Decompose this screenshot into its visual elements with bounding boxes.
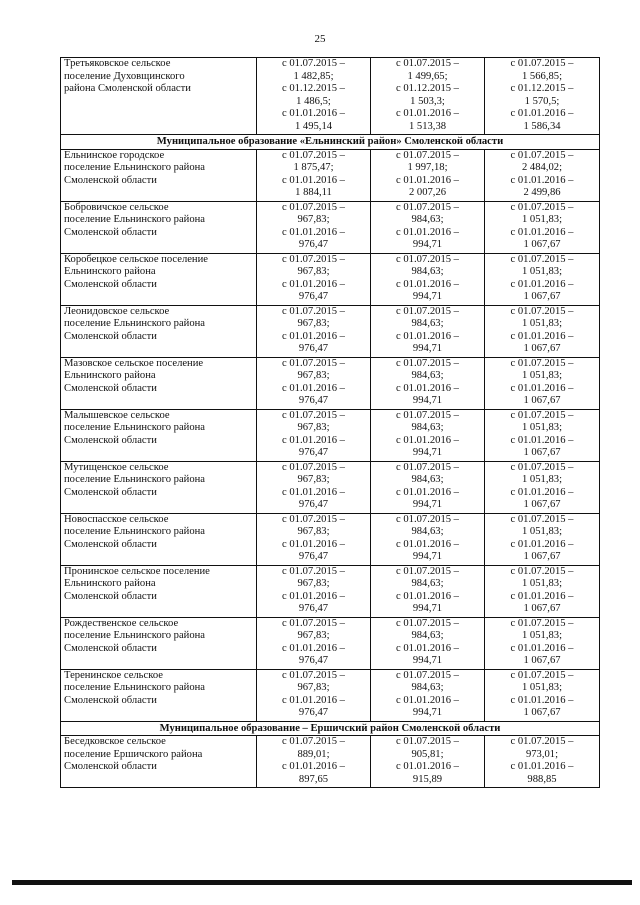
settlement-name-line: Смоленской области xyxy=(64,538,157,550)
settlement-name-line: Мазовское сельское поселение xyxy=(64,357,204,369)
tariff-line: с 01.07.2015 – xyxy=(396,669,459,681)
settlement-name-cell xyxy=(61,58,257,135)
tariff-line: с 01.01.2016 – xyxy=(510,694,574,706)
tariff-line: 1 067,67 xyxy=(523,603,561,614)
tariff-line: с 01.01.2016 – xyxy=(510,226,574,238)
settlement-name-cell xyxy=(61,253,257,305)
tariff-line: 984,63; xyxy=(411,630,444,641)
tariff-line: 967,83; xyxy=(297,630,330,641)
tariff-line: с 01.01.2016 – xyxy=(282,434,345,446)
tariff-line: 1 495,14 xyxy=(294,120,333,132)
tariff-line: 1 051,83; xyxy=(521,422,563,433)
tariff-line: с 01.07.2015 – xyxy=(396,58,459,69)
tariff-line: с 01.01.2016 – xyxy=(396,590,459,602)
tariff-line: 994,71 xyxy=(412,447,443,458)
tariff-line: 1 067,67 xyxy=(523,239,561,250)
tariff-line: с 01.07.2015 – xyxy=(510,513,574,525)
tariff-col2-cell xyxy=(371,565,485,617)
tariff-line: с 01.07.2015 – xyxy=(510,253,574,265)
table-row xyxy=(61,565,600,617)
tariff-line: с 01.07.2015 – xyxy=(396,461,459,473)
tariff-line: 976,47 xyxy=(298,343,329,354)
tariff-col1-cell xyxy=(257,461,371,513)
tariff-line: 1 051,83; xyxy=(521,578,563,589)
tariff-line: с 01.01.2016 – xyxy=(396,382,459,394)
tariff-line: 1 067,67 xyxy=(523,343,561,354)
tariff-line: 984,63; xyxy=(411,578,444,589)
tariff-col3-cell xyxy=(485,669,600,721)
table-row xyxy=(61,669,600,721)
tariff-line: с 01.01.2016 – xyxy=(510,174,574,186)
tariff-col1-cell xyxy=(257,409,371,461)
tariff-col3-cell xyxy=(485,253,600,305)
tariff-line: 1 503,3; xyxy=(410,95,445,107)
tariff-line: с 01.07.2015 – xyxy=(282,617,345,629)
tariff-line: с 01.07.2015 – xyxy=(282,409,345,421)
settlement-name-line: Ельнинского района xyxy=(64,266,156,277)
table-row xyxy=(61,513,600,565)
tariff-line: с 01.07.2015 – xyxy=(510,617,574,629)
tariff-col2-cell xyxy=(371,253,485,305)
tariff-line: 984,63; xyxy=(411,214,444,225)
settlement-name-line: поселение Ельнинского района xyxy=(64,422,206,433)
tariff-line: с 01.12.2015 – xyxy=(510,83,574,94)
tariff-line: 976,47 xyxy=(298,239,329,250)
tariff-line: 1 067,67 xyxy=(523,707,561,718)
tariff-line: 1 499,65; xyxy=(407,70,448,82)
tariff-col2-cell xyxy=(371,736,485,788)
tariff-line: с 01.01.2016 – xyxy=(396,538,459,550)
tariff-col3-cell xyxy=(485,617,600,669)
tariff-col2-cell xyxy=(371,513,485,565)
tariff-line: с 01.01.2016 – xyxy=(396,330,459,342)
tariff-line: 1 875,47; xyxy=(293,162,334,173)
tariff-line: 976,47 xyxy=(298,707,329,718)
tariff-line: с 01.07.2015 – xyxy=(282,736,345,747)
tariff-line: с 01.07.2015 – xyxy=(282,357,345,369)
tariff-line: 976,47 xyxy=(298,499,329,510)
tariff-line: 967,83; xyxy=(297,682,330,693)
tariff-line: с 01.01.2016 – xyxy=(510,330,574,342)
tariff-col2-cell xyxy=(371,201,485,253)
table-row xyxy=(61,305,600,357)
tariff-line: с 01.01.2016 – xyxy=(396,694,459,706)
tariff-line: 897,65 xyxy=(298,773,329,785)
tariff-line: с 01.01.2016 – xyxy=(510,761,574,772)
tariff-line: с 01.01.2016 – xyxy=(282,590,345,602)
table-row xyxy=(61,149,600,201)
settlement-name-line: поселение Ершичского района xyxy=(64,748,203,760)
table-row xyxy=(61,736,600,788)
tariff-line: с 01.01.2016 – xyxy=(510,278,574,290)
tariff-line: с 01.01.2016 – xyxy=(510,434,574,446)
tariff-line: с 01.07.2015 – xyxy=(282,565,345,577)
section-title: Муниципальное образование – Ершичский район Смоленской области xyxy=(61,721,600,736)
tariff-line: с 01.01.2016 – xyxy=(396,108,459,119)
tariff-line: 1 482,85; xyxy=(293,70,334,82)
tariff-line: с 01.01.2016 – xyxy=(282,642,345,654)
tariff-line: с 01.07.2015 – xyxy=(510,565,574,577)
tariff-line: 1 051,83; xyxy=(521,214,563,225)
settlement-name-line: поселение Ельнинского района xyxy=(64,474,206,485)
settlement-name-line: Мутищенское сельское xyxy=(64,461,169,473)
tariff-col2-cell xyxy=(371,305,485,357)
tariff-line: с 01.01.2016 – xyxy=(282,486,345,498)
settlement-name-line: поселение Ельнинского района xyxy=(64,318,206,329)
tariff-line: с 01.01.2016 – xyxy=(510,538,574,550)
settlement-name-line: Смоленской области xyxy=(64,174,157,186)
tariff-table xyxy=(60,57,600,788)
tariff-col3-cell xyxy=(485,461,600,513)
table-row xyxy=(61,461,600,513)
tariff-line: с 01.07.2015 – xyxy=(282,305,345,317)
tariff-line: 967,83; xyxy=(297,318,330,329)
tariff-line: 984,63; xyxy=(411,370,444,381)
tariff-line: с 01.01.2016 – xyxy=(396,278,459,290)
tariff-line: 905,81; xyxy=(411,748,444,760)
settlement-name-cell xyxy=(61,513,257,565)
settlement-name-line: поселение Духовщинского xyxy=(64,70,185,82)
tariff-line: 994,71 xyxy=(412,343,443,354)
tariff-line: 915,89 xyxy=(412,773,443,785)
settlement-name-line: Теренинское сельское xyxy=(64,669,163,681)
tariff-col2-cell xyxy=(371,461,485,513)
tariff-line: 1 067,67 xyxy=(523,291,561,302)
tariff-line: 967,83; xyxy=(297,214,330,225)
tariff-line: с 01.01.2016 – xyxy=(396,642,459,654)
tariff-line: с 01.07.2015 – xyxy=(282,149,345,161)
tariff-line: 994,71 xyxy=(412,291,443,302)
settlement-name-cell xyxy=(61,617,257,669)
tariff-col1-cell xyxy=(257,253,371,305)
tariff-line: 976,47 xyxy=(298,447,329,458)
settlement-name-line: Беседковское сельское xyxy=(64,736,166,747)
tariff-line: 994,71 xyxy=(412,395,443,406)
tariff-line: с 01.01.2016 – xyxy=(282,226,345,238)
tariff-line: с 01.07.2015 – xyxy=(510,58,574,69)
tariff-line: с 01.01.2016 – xyxy=(282,278,345,290)
settlement-name-line: Смоленской области xyxy=(64,434,157,446)
settlement-name-line: Новоспасское сельское xyxy=(64,513,169,525)
tariff-col3-cell xyxy=(485,513,600,565)
settlement-name-line: Малышевское сельское xyxy=(64,409,170,421)
tariff-line: с 01.07.2015 – xyxy=(396,149,459,161)
settlement-name-line: района Смоленской области xyxy=(64,83,191,94)
settlement-name-line: Смоленской области xyxy=(64,382,157,394)
tariff-line: 984,63; xyxy=(411,266,444,277)
tariff-line: 1 997,18; xyxy=(407,162,448,173)
settlement-name-cell xyxy=(61,669,257,721)
tariff-line: 1 884,11 xyxy=(295,187,332,198)
tariff-line: с 01.07.2015 – xyxy=(282,669,345,681)
tariff-line: с 01.07.2015 – xyxy=(510,461,574,473)
tariff-line: 1 051,83; xyxy=(521,682,563,693)
tariff-col1-cell xyxy=(257,513,371,565)
tariff-line: с 01.01.2016 – xyxy=(282,382,345,394)
tariff-line: с 01.07.2015 – xyxy=(396,409,459,421)
settlement-name-line: Коробецкое сельское поселение xyxy=(64,253,208,265)
tariff-table-body xyxy=(61,58,600,788)
tariff-line: с 01.07.2015 – xyxy=(510,201,574,213)
settlement-name-line: поселение Ельнинского района xyxy=(64,682,206,693)
tariff-col3-cell xyxy=(485,149,600,201)
tariff-line: с 01.07.2015 – xyxy=(282,513,345,525)
tariff-line: с 01.01.2016 – xyxy=(510,108,574,119)
tariff-line: с 01.01.2016 – xyxy=(510,590,574,602)
tariff-line: с 01.07.2015 – xyxy=(396,201,459,213)
tariff-line: с 01.07.2015 – xyxy=(510,736,574,747)
tariff-line: 967,83; xyxy=(297,422,330,433)
tariff-line: с 01.07.2015 – xyxy=(282,58,345,69)
section-header-row xyxy=(61,135,600,150)
settlement-name-line: Смоленской области xyxy=(64,486,157,498)
tariff-line: с 01.07.2015 – xyxy=(282,253,345,265)
tariff-line: 1 586,34 xyxy=(523,120,561,132)
tariff-line: 976,47 xyxy=(298,291,329,302)
tariff-line: с 01.07.2015 – xyxy=(396,617,459,629)
tariff-line: с 01.01.2016 – xyxy=(282,330,345,342)
tariff-col2-cell xyxy=(371,617,485,669)
tariff-line: с 01.01.2016 – xyxy=(396,226,459,238)
tariff-line: с 01.01.2016 – xyxy=(282,108,345,119)
tariff-col2-cell xyxy=(371,58,485,135)
tariff-line: с 01.12.2015 – xyxy=(282,83,345,94)
tariff-line: 1 051,83; xyxy=(521,318,563,329)
tariff-col2-cell xyxy=(371,669,485,721)
tariff-line: 967,83; xyxy=(297,474,330,485)
tariff-line: с 01.07.2015 – xyxy=(510,149,574,161)
tariff-line: 1 486,5; xyxy=(296,95,331,107)
table-row xyxy=(61,201,600,253)
settlement-name-line: Смоленской области xyxy=(64,590,157,602)
tariff-line: 984,63; xyxy=(411,422,444,433)
tariff-col1-cell xyxy=(257,736,371,788)
settlement-name-cell xyxy=(61,305,257,357)
tariff-line: с 01.01.2016 – xyxy=(282,174,345,186)
tariff-line: 1 570,5; xyxy=(524,95,560,107)
tariff-col3-cell xyxy=(485,357,600,409)
tariff-line: с 01.07.2015 – xyxy=(510,409,574,421)
tariff-col1-cell xyxy=(257,58,371,135)
tariff-line: с 01.01.2016 – xyxy=(510,642,574,654)
tariff-line: 1 067,67 xyxy=(523,447,561,458)
settlement-name-cell xyxy=(61,736,257,788)
tariff-col1-cell xyxy=(257,201,371,253)
tariff-line: с 01.07.2015 – xyxy=(282,461,345,473)
tariff-col3-cell xyxy=(485,58,600,135)
tariff-col1-cell xyxy=(257,149,371,201)
section-header-row xyxy=(61,721,600,736)
settlement-name-line: Смоленской области xyxy=(64,226,157,238)
tariff-line: с 01.07.2015 – xyxy=(510,669,574,681)
tariff-line: 1 051,83; xyxy=(521,526,563,537)
tariff-col1-cell xyxy=(257,617,371,669)
table-row xyxy=(61,409,600,461)
settlement-name-line: поселение Ельнинского района xyxy=(64,214,206,225)
tariff-line: 976,47 xyxy=(298,655,329,666)
page-number: 25 xyxy=(314,33,326,45)
section-title: Муниципальное образование «Ельнинский район» Смоленской области xyxy=(61,135,600,150)
tariff-line: с 01.07.2015 – xyxy=(396,736,459,747)
table-row xyxy=(61,58,600,135)
settlement-name-line: Рождественское сельское xyxy=(64,617,179,629)
tariff-line: 984,63; xyxy=(411,682,444,693)
tariff-line: с 01.01.2016 – xyxy=(396,486,459,498)
settlement-name-cell xyxy=(61,357,257,409)
tariff-col2-cell xyxy=(371,409,485,461)
tariff-line: 973,01; xyxy=(525,748,559,760)
tariff-col2-cell xyxy=(371,149,485,201)
settlement-name-line: Ельнинского района xyxy=(64,370,156,381)
tariff-line: 1 566,85; xyxy=(521,70,563,82)
table-row xyxy=(61,253,600,305)
tariff-line: 984,63; xyxy=(411,318,444,329)
tariff-line: с 01.07.2015 – xyxy=(510,305,574,317)
settlement-name-line: Леонидовское сельское xyxy=(64,305,170,317)
settlement-name-cell xyxy=(61,409,257,461)
tariff-line: 967,83; xyxy=(297,578,330,589)
settlement-name-line: Смоленской области xyxy=(64,278,157,290)
settlement-name-line: поселение Ельнинского района xyxy=(64,526,206,537)
settlement-name-line: Ельнинское городское xyxy=(64,149,165,161)
tariff-col1-cell xyxy=(257,305,371,357)
tariff-col1-cell xyxy=(257,357,371,409)
tariff-line: с 01.07.2015 – xyxy=(396,357,459,369)
tariff-line: 994,71 xyxy=(412,603,443,614)
settlement-name-cell xyxy=(61,565,257,617)
tariff-line: 1 067,67 xyxy=(523,499,561,510)
tariff-col3-cell xyxy=(485,736,600,788)
tariff-line: 967,83; xyxy=(297,526,330,537)
settlement-name-line: Смоленской области xyxy=(64,330,157,342)
tariff-line: с 01.12.2015 – xyxy=(396,83,459,94)
tariff-line: 1 051,83; xyxy=(521,266,563,277)
tariff-line: 1 051,83; xyxy=(521,370,563,381)
tariff-line: с 01.07.2015 – xyxy=(396,305,459,317)
settlement-name-line: Смоленской области xyxy=(64,761,157,772)
tariff-line: 994,71 xyxy=(412,239,443,250)
settlement-name-line: Бобровичское сельское xyxy=(64,201,169,213)
settlement-name-line: Смоленской области xyxy=(64,694,157,706)
tariff-line: с 01.01.2016 – xyxy=(282,694,345,706)
tariff-line: с 01.01.2016 – xyxy=(282,761,345,772)
tariff-line: 1 067,67 xyxy=(523,395,561,406)
tariff-line: 994,71 xyxy=(412,499,443,510)
settlement-name-line: Ельнинского района xyxy=(64,578,156,589)
tariff-col1-cell xyxy=(257,565,371,617)
table-row xyxy=(61,357,600,409)
tariff-col3-cell xyxy=(485,565,600,617)
tariff-line: с 01.01.2016 – xyxy=(396,434,459,446)
tariff-line: с 01.07.2015 – xyxy=(282,201,345,213)
settlement-name-cell xyxy=(61,201,257,253)
tariff-col3-cell xyxy=(485,201,600,253)
tariff-line: 889,01; xyxy=(297,748,330,760)
tariff-line: 1 067,67 xyxy=(523,655,561,666)
tariff-line: 984,63; xyxy=(411,526,444,537)
tariff-line: с 01.01.2016 – xyxy=(510,382,574,394)
tariff-line: 988,85 xyxy=(527,773,557,785)
settlement-name-line: поселение Ельнинского района xyxy=(64,162,206,173)
bottom-rule xyxy=(12,880,632,885)
tariff-line: с 01.07.2015 – xyxy=(510,357,574,369)
tariff-line: 976,47 xyxy=(298,603,329,614)
tariff-line: с 01.07.2015 – xyxy=(396,565,459,577)
tariff-line: 1 051,83; xyxy=(521,474,563,485)
table-row xyxy=(61,617,600,669)
tariff-line: 976,47 xyxy=(298,395,329,406)
tariff-line: с 01.07.2015 – xyxy=(396,253,459,265)
tariff-line: 994,71 xyxy=(412,655,443,666)
tariff-line: 1 067,67 xyxy=(523,551,561,562)
tariff-line: 2 007,26 xyxy=(408,187,447,198)
tariff-line: 1 051,83; xyxy=(521,630,563,641)
tariff-line: с 01.01.2016 – xyxy=(510,486,574,498)
settlement-name-line: Пронинское сельское поселение xyxy=(64,565,210,577)
settlement-name-line: Третьяковское сельское xyxy=(64,58,171,69)
settlement-name-line: поселение Ельнинского района xyxy=(64,630,206,641)
tariff-line: 984,63; xyxy=(411,474,444,485)
tariff-line: 967,83; xyxy=(297,266,330,277)
tariff-line: 994,71 xyxy=(412,551,443,562)
tariff-line: с 01.07.2015 – xyxy=(396,513,459,525)
tariff-col1-cell xyxy=(257,669,371,721)
tariff-line: 976,47 xyxy=(298,551,329,562)
tariff-line: с 01.01.2016 – xyxy=(396,761,459,772)
tariff-col3-cell xyxy=(485,409,600,461)
tariff-line: 967,83; xyxy=(297,370,330,381)
tariff-line: 994,71 xyxy=(412,707,443,718)
tariff-line: 2 484,02; xyxy=(521,162,563,173)
settlement-name-cell xyxy=(61,461,257,513)
settlement-name-cell xyxy=(61,149,257,201)
tariff-col2-cell xyxy=(371,357,485,409)
settlement-name-line: Смоленской области xyxy=(64,642,157,654)
tariff-line: 1 513,38 xyxy=(408,120,447,132)
tariff-line: с 01.01.2016 – xyxy=(396,174,459,186)
tariff-line: 2 499,86 xyxy=(523,187,561,198)
tariff-col3-cell xyxy=(485,305,600,357)
tariff-line: с 01.01.2016 – xyxy=(282,538,345,550)
